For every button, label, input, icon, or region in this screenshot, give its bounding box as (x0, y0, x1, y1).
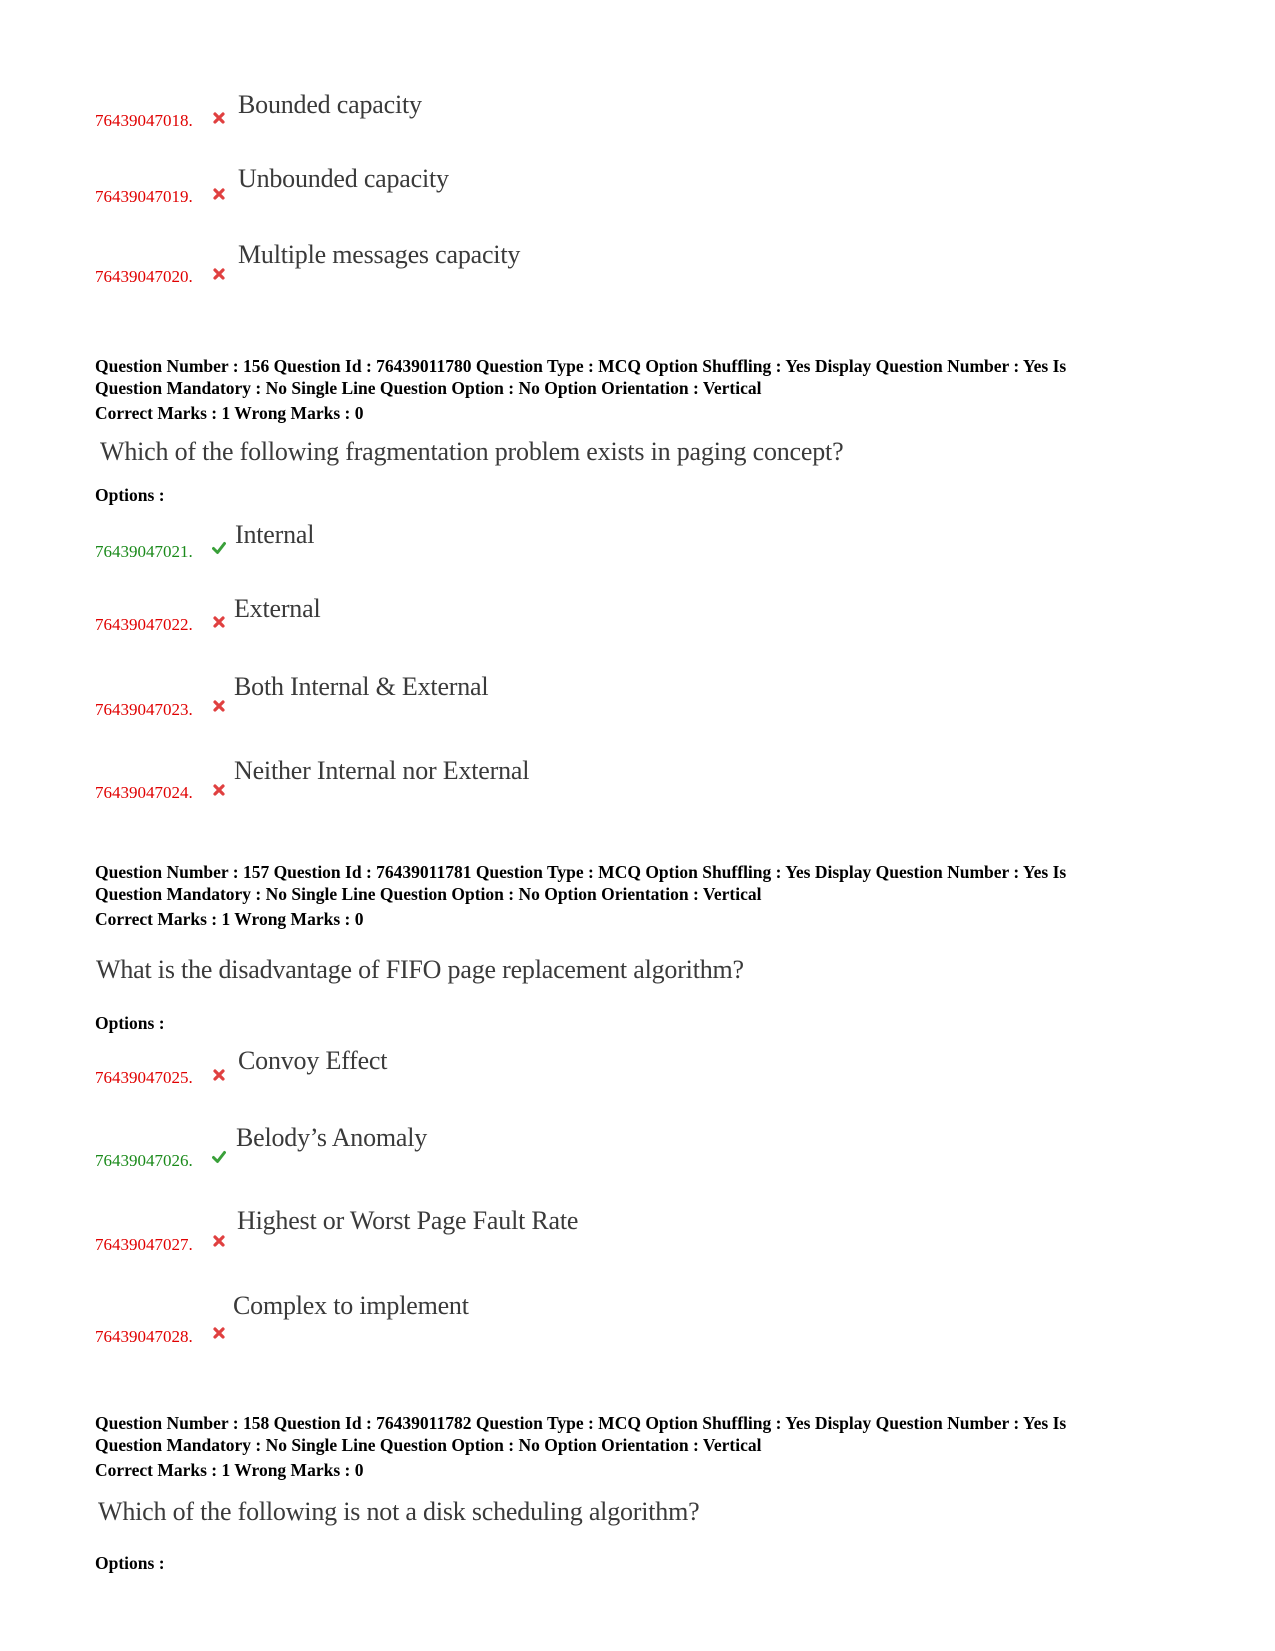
option-id: 76439047021. (95, 542, 193, 561)
option-text: Belody’s Anomaly (236, 1123, 428, 1152)
option-id: 76439047019. (95, 187, 193, 206)
option-id: 76439047028. (95, 1327, 193, 1346)
question-text: Which of the following is not a disk scheduling algorithm? (98, 1497, 700, 1526)
check-icon (212, 1150, 226, 1164)
options-label: Options : (95, 485, 165, 505)
question-text: What is the disadvantage of FIFO page replacement algorithm? (96, 955, 744, 984)
question-meta (95, 1413, 1195, 1482)
option-id: 76439047023. (95, 700, 193, 719)
question-text: Which of the following fragmentation problem exists in paging concept? (100, 437, 844, 466)
option-text: External (234, 594, 321, 623)
option-text: Neither Internal nor External (234, 756, 530, 785)
option-text: Unbounded capacity (238, 164, 449, 193)
meta-line: Question Number : 158 Question Id : 76439011782 Question Type : MCQ Option Shuffling : Yes Display Question Number : Yes Is (95, 1413, 1067, 1433)
meta-line: Question Mandatory : No Single Line Question Option : No Option Orientation : Vertical (95, 1434, 762, 1455)
marks-line: Correct Marks : 1 Wrong Marks : 0 (95, 1460, 364, 1480)
check-icon (212, 541, 226, 555)
option-id: 76439047024. (95, 783, 193, 802)
option-id: 76439047027. (95, 1235, 193, 1254)
cross-icon (212, 783, 226, 797)
option-text: Multiple messages capacity (238, 240, 521, 269)
meta-line: Question Number : 156 Question Id : 76439011780 Question Type : MCQ Option Shuffling : Yes Display Question Number : Yes Is (95, 356, 1067, 376)
option-text: Bounded capacity (238, 90, 422, 119)
option-text: Complex to implement (233, 1291, 469, 1320)
cross-icon (212, 1068, 226, 1082)
question-meta (95, 862, 1195, 931)
cross-icon (212, 267, 226, 281)
cross-icon (212, 1326, 226, 1340)
option-text: Internal (235, 520, 315, 549)
cross-icon (212, 699, 226, 713)
cross-icon (212, 111, 226, 125)
option-id: 76439047026. (95, 1151, 193, 1170)
marks-line: Correct Marks : 1 Wrong Marks : 0 (95, 403, 364, 423)
meta-line: Question Mandatory : No Single Line Question Option : No Option Orientation : Vertical (95, 377, 762, 398)
option-id: 76439047022. (95, 615, 193, 634)
cross-icon (212, 615, 226, 629)
cross-icon (212, 187, 226, 201)
meta-line: Question Mandatory : No Single Line Question Option : No Option Orientation : Vertical (95, 883, 762, 904)
option-text: Highest or Worst Page Fault Rate (237, 1206, 579, 1235)
question-meta (95, 356, 1195, 425)
options-label: Options : (95, 1013, 165, 1033)
option-id: 76439047020. (95, 267, 193, 286)
marks-line: Correct Marks : 1 Wrong Marks : 0 (95, 909, 364, 929)
option-text: Convoy Effect (238, 1046, 388, 1075)
options-label: Options : (95, 1553, 165, 1573)
cross-icon (212, 1234, 226, 1248)
meta-line: Question Number : 157 Question Id : 76439011781 Question Type : MCQ Option Shuffling : Yes Display Question Number : Yes Is (95, 862, 1067, 882)
option-text: Both Internal & External (234, 672, 489, 701)
option-id: 76439047018. (95, 111, 193, 130)
option-id: 76439047025. (95, 1068, 193, 1087)
